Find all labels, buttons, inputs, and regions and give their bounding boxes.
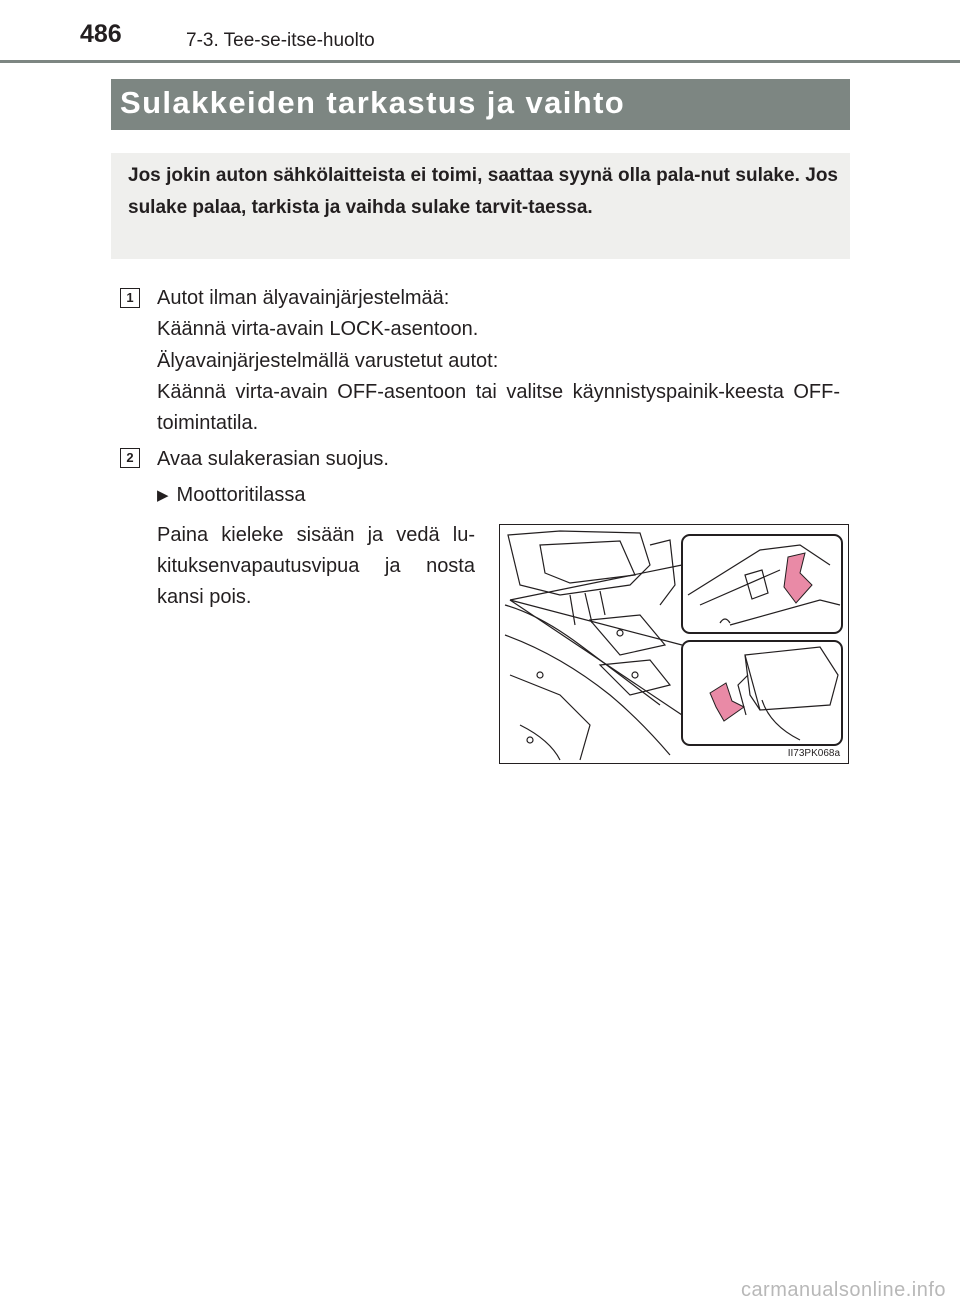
fuse-box-illustration bbox=[499, 524, 849, 764]
header-divider bbox=[0, 60, 960, 63]
heading-bar bbox=[111, 79, 850, 130]
step-1-line-2: Käännä virta-avain LOCK-asentoon. bbox=[157, 318, 479, 340]
step-2-text: Avaa sulakerasian suojus. bbox=[157, 448, 389, 470]
engine-compartment-fuse-box-icon bbox=[500, 525, 850, 765]
page-heading: Sulakkeiden tarkastus ja vaihto bbox=[120, 85, 626, 120]
bullet-label: Moottoritilassa bbox=[176, 484, 306, 506]
step-2-instruction: Paina kieleke sisään ja vedä lu-kituksenvapautusvipua ja nosta kansi pois. bbox=[157, 524, 475, 608]
step-1-sub-line-1: Älyavainjärjestelmällä varustetut autot: bbox=[157, 350, 499, 372]
intro-box bbox=[111, 153, 850, 259]
page-number: 486 bbox=[80, 20, 122, 48]
step-1-badge: 1 bbox=[120, 288, 140, 308]
figure-caption: II73PK068a bbox=[787, 748, 840, 759]
triangle-bullet-icon: ▶ bbox=[157, 487, 169, 504]
bullet-item bbox=[157, 480, 305, 511]
section-title: 7-3. Tee-se-itse-huolto bbox=[186, 30, 375, 51]
step-1-line-1: Autot ilman älyavainjärjestelmää: bbox=[157, 287, 450, 309]
step-2-badge: 2 bbox=[120, 448, 140, 468]
footer-watermark: carmanualsonline.info bbox=[740, 1279, 946, 1301]
step-1-sub-line-2: Käännä virta-avain OFF-asentoon tai valitse käynnistyspainik-keesta OFF-toimintatila. bbox=[157, 381, 840, 434]
intro-text: Jos jokin auton sähkölaitteista ei toimi, saattaa syynä olla pala-nut sulake. Jos sulake palaa, tarkista ja vaihda sulake tarvit-taessa. bbox=[128, 165, 838, 218]
